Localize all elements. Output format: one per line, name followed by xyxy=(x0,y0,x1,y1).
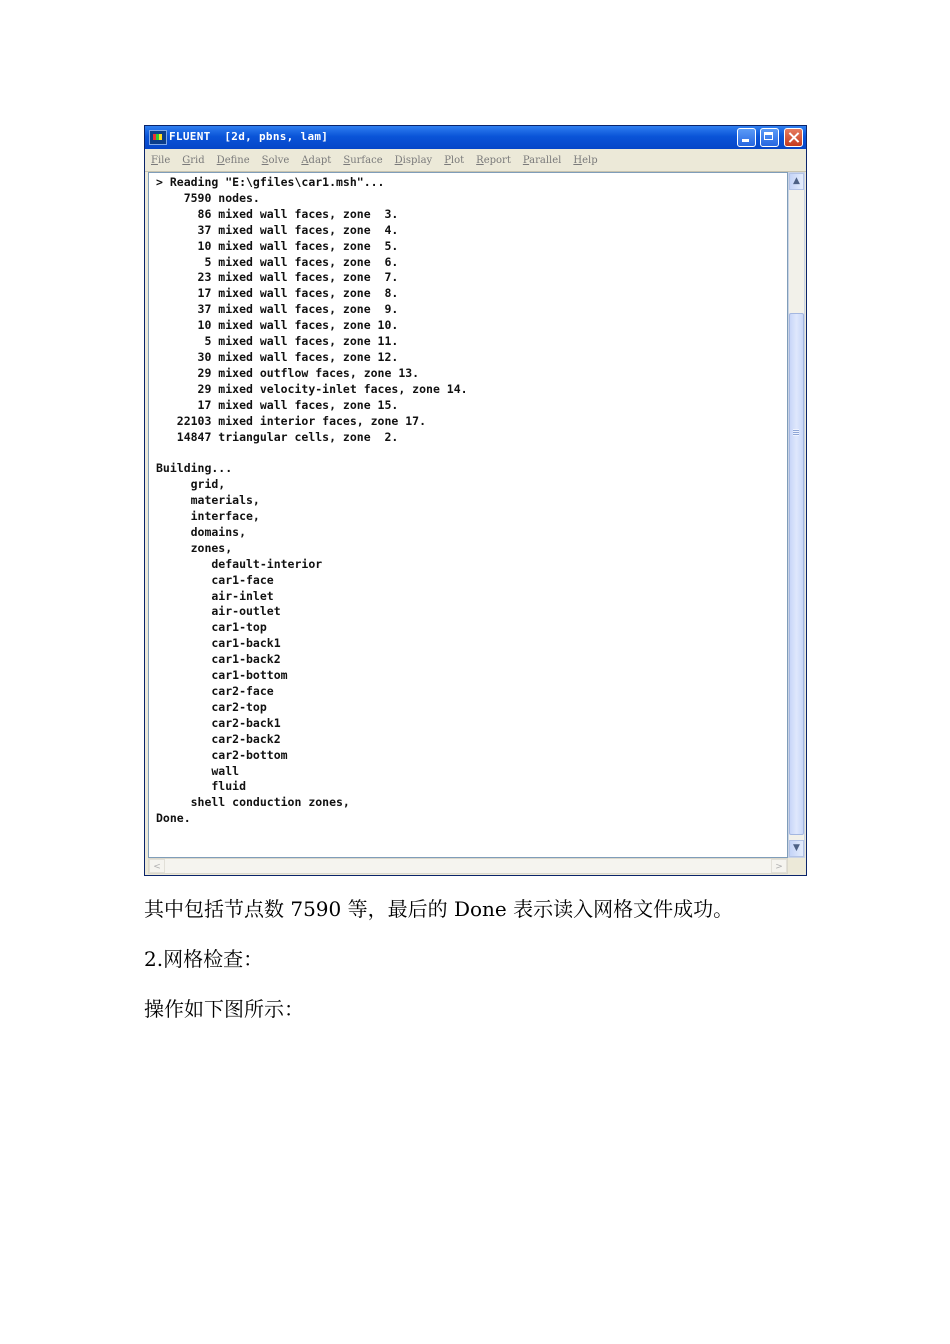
scroll-thumb[interactable] xyxy=(789,313,804,835)
vertical-scrollbar[interactable] xyxy=(788,172,805,858)
console-line: car1-face xyxy=(156,572,274,587)
console-line: wall xyxy=(156,763,240,778)
console-line: 17 mixed wall faces, zone 15. xyxy=(156,397,399,412)
console-line: 23 mixed wall faces, zone 7. xyxy=(156,270,399,285)
console-line: 37 mixed wall faces, zone 9. xyxy=(156,302,399,317)
console-line: 86 mixed wall faces, zone 3. xyxy=(156,206,399,221)
console-line: air-outlet xyxy=(156,604,281,619)
console-line: 29 mixed outflow faces, zone 13. xyxy=(156,365,420,380)
close-button[interactable] xyxy=(784,128,803,147)
window-title: FLUENT [2d, pbns, lam] xyxy=(169,130,329,143)
fluent-window xyxy=(144,125,807,876)
console-line: 17 mixed wall faces, zone 8. xyxy=(156,286,399,301)
console-line: car2-face xyxy=(156,684,274,698)
console-line: zones, xyxy=(156,540,233,555)
console-line: 29 mixed velocity-inlet faces, zone 14. xyxy=(156,381,468,396)
menu-bar xyxy=(145,149,806,172)
console-line: 30 mixed wall faces, zone 12. xyxy=(156,349,399,364)
console-line: grid, xyxy=(156,477,226,492)
console-line: car1-top xyxy=(156,620,267,635)
console-line: shell conduction zones, xyxy=(156,795,350,810)
scroll-right-button[interactable]: > xyxy=(771,859,787,873)
console-line: 10 mixed wall faces, zone 5. xyxy=(156,238,399,253)
console-line: car2-top xyxy=(156,699,267,714)
menu-define[interactable]: Define xyxy=(216,154,250,166)
paragraph-result: 其中包括节点数 7590 等，最后的 Done 表示读入网格文件成功。 xyxy=(144,897,734,921)
console-line: car2-bottom xyxy=(156,747,288,762)
menu-adapt[interactable]: Adapt xyxy=(301,154,332,166)
console-text xyxy=(149,173,787,827)
menu-file[interactable]: File xyxy=(151,154,171,166)
menu-solve[interactable]: Solve xyxy=(261,154,290,166)
menu-report[interactable]: Report xyxy=(476,154,511,166)
menu-grid[interactable]: Grid xyxy=(182,154,205,166)
console-line: interface, xyxy=(156,509,260,524)
menu-display[interactable]: Display xyxy=(394,154,433,166)
menu-surface[interactable]: Surface xyxy=(343,154,383,166)
scroll-down-button[interactable]: ▼ xyxy=(789,840,804,857)
console-line: fluid xyxy=(156,779,247,794)
menu-plot[interactable]: Plot xyxy=(444,154,465,166)
grip-icon xyxy=(793,429,799,436)
console-line: 7590 nodes. xyxy=(156,190,260,205)
console-line: Building... xyxy=(156,461,233,476)
console-line: 10 mixed wall faces, zone 10. xyxy=(156,318,399,333)
title-bar[interactable] xyxy=(145,126,806,149)
console-line: Done. xyxy=(156,811,191,826)
console-line: 37 mixed wall faces, zone 4. xyxy=(156,222,399,237)
section-heading-grid-check: 2.网格检查： xyxy=(144,947,264,971)
fluent-app-icon xyxy=(149,130,167,145)
paragraph-instruction: 操作如下图所示： xyxy=(144,997,304,1021)
console-line: car1-back2 xyxy=(156,652,281,667)
console-line: car2-back1 xyxy=(156,715,281,730)
menu-help[interactable]: Help xyxy=(573,154,598,166)
console-line: car2-back2 xyxy=(156,731,281,746)
maximize-button[interactable] xyxy=(760,128,779,147)
console-line: 22103 mixed interior faces, zone 17. xyxy=(156,413,427,428)
console-line: > Reading "E:\gfiles\car1.msh"... xyxy=(156,175,385,189)
minimize-button[interactable] xyxy=(737,128,756,147)
console-line: car1-bottom xyxy=(156,668,288,683)
horizontal-scrollbar[interactable] xyxy=(148,858,788,874)
console-line: 14847 triangular cells, zone 2. xyxy=(156,429,399,444)
console-line: materials, xyxy=(156,493,260,508)
console-line: 5 mixed wall faces, zone 11. xyxy=(156,334,399,349)
console-line: car1-back1 xyxy=(156,636,281,651)
console-line: domains, xyxy=(156,524,247,539)
console-output[interactable] xyxy=(148,172,788,858)
console-line: air-inlet xyxy=(156,588,274,603)
scroll-left-button[interactable]: < xyxy=(149,859,165,873)
scroll-up-button[interactable]: ▲ xyxy=(789,173,804,190)
menu-parallel[interactable]: Parallel xyxy=(522,154,562,166)
console-line: 5 mixed wall faces, zone 6. xyxy=(156,254,399,269)
console-line: default-interior xyxy=(156,556,323,571)
scrollbar-corner xyxy=(788,858,805,874)
